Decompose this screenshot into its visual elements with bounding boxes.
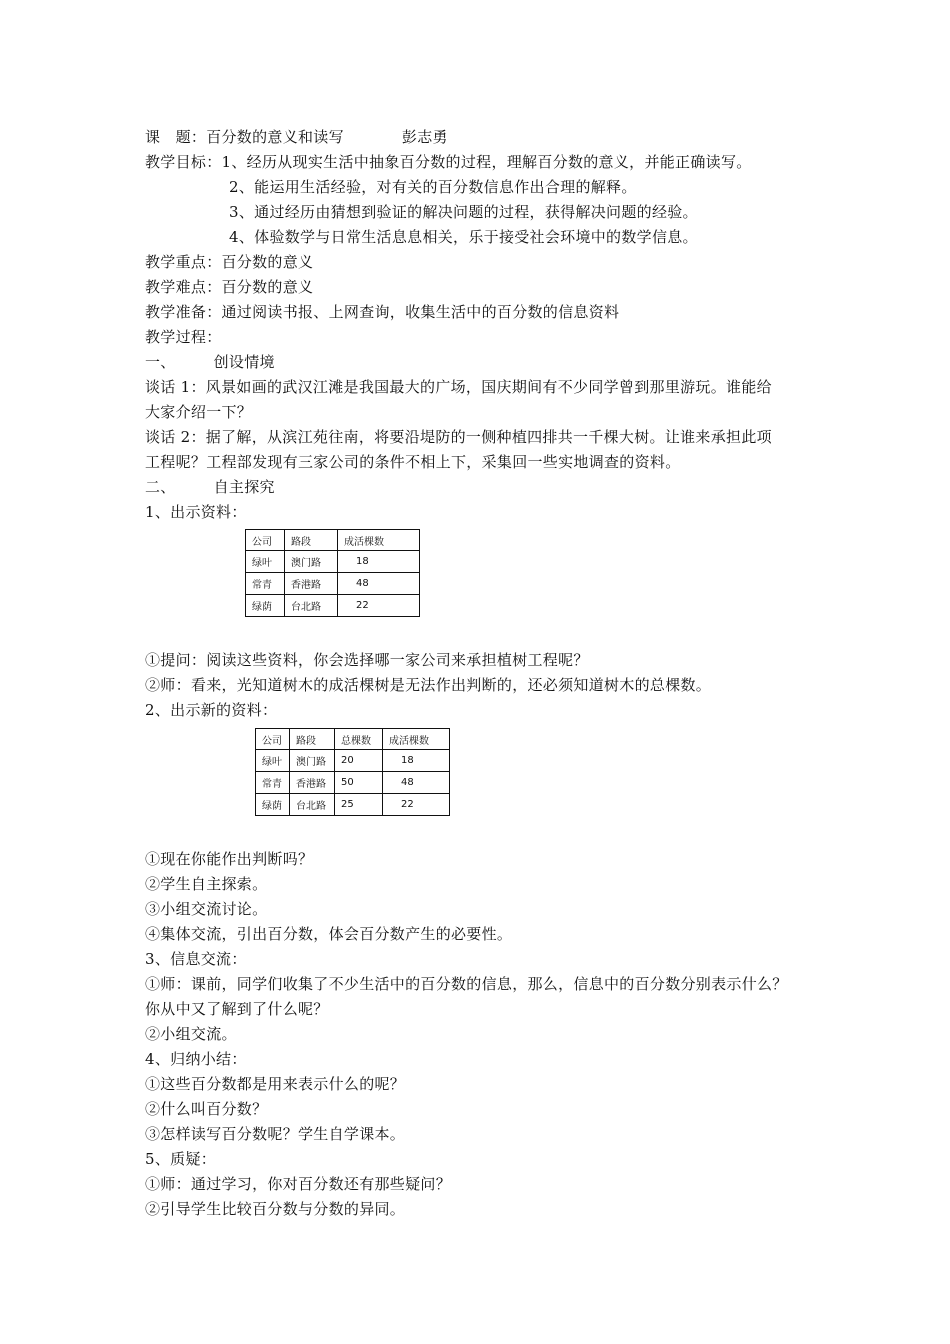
step-2-item-3: ③小组交流讨论。 — [145, 900, 268, 918]
survival-table — [245, 529, 420, 617]
step-3-item-1-line-1: ①师：课前，同学们收集了不少生活中的百分数的信息，那么，信息中的百分数分别表示什么？ — [145, 975, 788, 993]
talk-1-line-2: 大家介绍一下？ — [145, 403, 253, 421]
table-cell: 香港路 — [290, 772, 335, 794]
step-3-item-2: ②小组交流。 — [145, 1025, 237, 1043]
table-cell: 台北路 — [290, 794, 335, 816]
step-2-item-1: ①现在你能作出判断吗？ — [145, 850, 314, 868]
table-cell: 绿叶 — [246, 551, 285, 573]
objective-text: 1、经历从现实生活中抽象百分数的过程，理解百分数的意义，并能正确读写。 — [221, 153, 752, 171]
table-row — [246, 595, 420, 617]
section-title: 自主探究 — [213, 478, 275, 496]
table-header-cell: 成活棵数 — [383, 729, 450, 750]
table-cell: 18 — [383, 750, 450, 772]
section-title: 创设情境 — [213, 353, 275, 371]
step-2-item-4: ④集体交流，引出百分数，体会百分数产生的必要性。 — [145, 925, 513, 943]
table-header-cell: 成活棵数 — [338, 530, 420, 551]
objective-1 — [145, 152, 752, 172]
table-cell: 台北路 — [285, 595, 338, 617]
question-1: ①提问：阅读这些资料，你会选择哪一家公司来承担植树工程呢？ — [145, 651, 589, 669]
table-cell: 50 — [335, 772, 383, 794]
difficulty: 教学难点：百分数的意义 — [145, 278, 314, 296]
table-cell: 48 — [383, 772, 450, 794]
author-name: 彭志勇 — [401, 128, 448, 146]
table-row — [246, 551, 420, 573]
section-number: 二、 — [145, 478, 176, 496]
section-number: 一、 — [145, 353, 176, 371]
table-cell: 香港路 — [285, 573, 338, 595]
step-4-heading: 4、归纳小结： — [145, 1050, 247, 1068]
step-5-item-1: ①师：通过学习，你对百分数还有那些疑问？ — [145, 1175, 452, 1193]
table-cell: 18 — [338, 551, 420, 573]
table-cell: 绿荫 — [246, 595, 285, 617]
step-3-item-1-line-2: 你从中又了解到了什么呢？ — [145, 1000, 329, 1018]
step-5-heading: 5、质疑： — [145, 1150, 217, 1168]
table-header-row — [246, 530, 420, 551]
step-1-heading: 1、出示资料： — [145, 503, 247, 521]
table-cell: 20 — [335, 750, 383, 772]
table-row — [256, 794, 450, 816]
step-2-item-2: ②学生自主探索。 — [145, 875, 268, 893]
talk-2-line-1: 谈话 2：据了解，从滨江苑往南，将要沿堤防的一侧种植四排共一千棵大树。让谁来承担此项 — [145, 428, 772, 446]
step-2-heading: 2、出示新的资料： — [145, 701, 278, 719]
table-cell: 常青 — [246, 573, 285, 595]
objective-2: 2、能运用生活经验，对有关的百分数信息作出合理的解释。 — [229, 178, 637, 196]
total-survival-table — [255, 728, 450, 816]
table-cell: 澳门路 — [290, 750, 335, 772]
table-row — [256, 750, 450, 772]
table-header-row — [256, 729, 450, 750]
topic-label: 课 题： — [145, 128, 207, 146]
table-header-cell: 公司 — [246, 530, 285, 551]
table-cell: 22 — [383, 794, 450, 816]
table-cell: 48 — [338, 573, 420, 595]
objective-4: 4、体验数学与日常生活息息相关，乐于接受社会环境中的数学信息。 — [229, 228, 698, 246]
table-cell: 25 — [335, 794, 383, 816]
objective-3: 3、通过经历由猜想到验证的解决问题的过程，获得解决问题的经验。 — [229, 203, 698, 221]
objectives-label: 教学目标： — [145, 153, 222, 171]
lesson-topic: 百分数的意义和读写 — [206, 128, 344, 146]
step-3-heading: 3、信息交流： — [145, 950, 247, 968]
table-header-cell: 路段 — [285, 530, 338, 551]
talk-2-line-2: 工程呢？工程部发现有三家公司的条件不相上下，采集回一些实地调查的资料。 — [145, 453, 681, 471]
section-1-heading — [145, 352, 275, 372]
table-row — [256, 772, 450, 794]
table-header-cell: 路段 — [290, 729, 335, 750]
table-header-cell: 公司 — [256, 729, 290, 750]
table-cell: 绿荫 — [256, 794, 290, 816]
step-5-item-2: ②引导学生比较百分数与分数的异同。 — [145, 1200, 406, 1218]
step-4-item-1: ①这些百分数都是用来表示什么的呢？ — [145, 1075, 406, 1093]
table-row — [246, 573, 420, 595]
step-4-item-2: ②什么叫百分数？ — [145, 1100, 268, 1118]
table-cell: 常青 — [256, 772, 290, 794]
table-header-cell: 总棵数 — [335, 729, 383, 750]
lesson-title-line — [145, 127, 448, 147]
talk-1-line-1: 谈话 1：风景如画的武汉江滩是我国最大的广场，国庆期间有不少同学曾到那里游玩。谁能给 — [145, 378, 772, 396]
section-2-heading — [145, 477, 275, 497]
preparation: 教学准备：通过阅读书报、上网查询，收集生活中的百分数的信息资料 — [145, 303, 620, 321]
table-cell: 22 — [338, 595, 420, 617]
step-4-item-3: ③怎样读写百分数呢？学生自学课本。 — [145, 1125, 406, 1143]
table-cell: 澳门路 — [285, 551, 338, 573]
question-2: ②师：看来，光知道树木的成活棵树是无法作出判断的，还必须知道树木的总棵数。 — [145, 676, 712, 694]
process-label: 教学过程： — [145, 328, 222, 346]
key-point: 教学重点：百分数的意义 — [145, 253, 314, 271]
table-cell: 绿叶 — [256, 750, 290, 772]
